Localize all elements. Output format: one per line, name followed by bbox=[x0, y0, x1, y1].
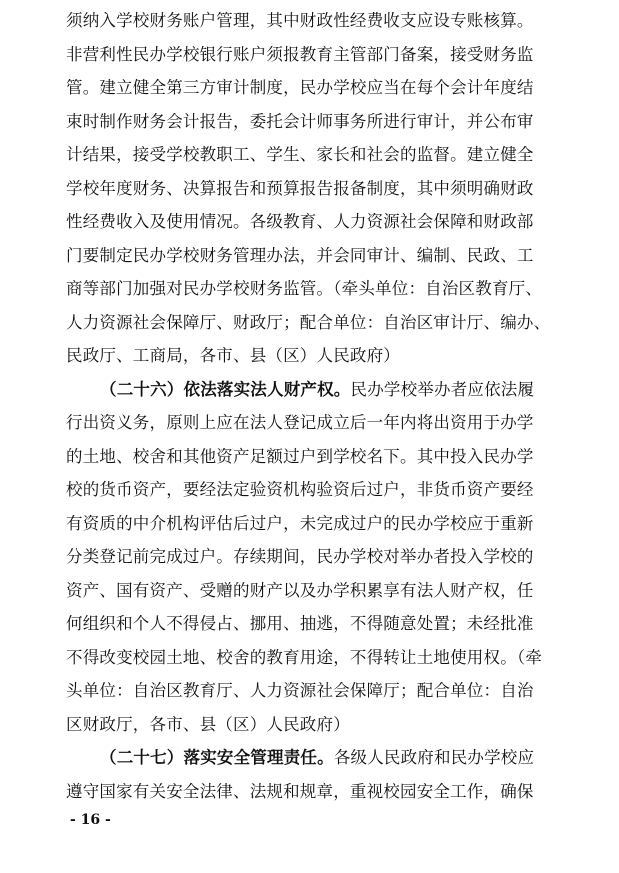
text-line: 人力资源社会保障厅、财政厅；配合单位：自治区审计厅、编办、 bbox=[66, 312, 551, 332]
paragraph-first-line bbox=[66, 741, 552, 775]
text-line: 校的货币资产，要经法定验资机构验资后过户，非货币资产要经 bbox=[66, 480, 534, 499]
text-line: 门要制定民办学校财务管理办法，并会同审计、编制、民政、工 bbox=[66, 245, 534, 265]
text-line: 资产、国有资产、受赠的财产以及办学积累享有法人财产权，任 bbox=[66, 580, 534, 600]
text-line: 的土地、校舍和其他资产足额过户到学校名下。其中投入民办学 bbox=[66, 446, 534, 466]
text-line: 区财政厅，各市、县（区）人民政府） bbox=[66, 714, 350, 734]
text-line: 行出资义务，原则上应在法人登记成立后一年内将出资用于办学 bbox=[66, 413, 534, 432]
paragraph-financial-supervision bbox=[66, 4, 552, 373]
text-line: 管。建立健全第三方审计制度，民办学校应当在每个会计年度结 bbox=[66, 78, 534, 97]
text-line: 非营利性民办学校银行账户须报教育主管部门备案，接受财务监 bbox=[66, 44, 534, 64]
text-line: 计结果，接受学校教职工、学生、家长和社会的监督。建立健全 bbox=[66, 145, 534, 164]
text-line: 分类登记前完成过户。存续期间，民办学校对举办者投入学校的 bbox=[66, 547, 534, 566]
text-line: 遵守国家有关安全法律、法规和规章，重视校园安全工作，确保 bbox=[66, 781, 534, 801]
section-heading: （二十六）依法落实法人财产权。 bbox=[100, 379, 351, 399]
page-number: - 16 - bbox=[70, 812, 111, 828]
paragraph-property-rights bbox=[66, 373, 552, 742]
paragraph-safety-management bbox=[66, 741, 552, 808]
text-run: 民办学校举办者应依法履 bbox=[350, 379, 535, 399]
text-line: 有资质的中介机构评估后过户，未完成过户的民办学校应于重新 bbox=[66, 513, 534, 533]
section-heading: （二十七）落实安全管理责任。 bbox=[100, 748, 334, 767]
text-line: 头单位：自治区教育厅、人力资源社会保障厅；配合单位：自治 bbox=[66, 681, 534, 700]
document-page bbox=[66, 4, 552, 808]
text-line: 学校年度财务、决算报告和预算报告报备制度，其中须明确财政 bbox=[66, 178, 534, 198]
text-line: 束时制作财务会计报告，委托会计师事务所进行审计，并公布审 bbox=[66, 111, 534, 131]
text-line: 须纳入学校财务账户管理，其中财政性经费收支应设专账核算。 bbox=[66, 11, 534, 30]
text-line: 性经费收入及使用情况。各级教育、人力资源社会保障和财政部 bbox=[66, 212, 534, 231]
text-line: 民政厅、工商局，各市、县（区）人民政府） bbox=[66, 346, 400, 365]
text-line: 商等部门加强对民办学校财务监管。（牵头单位：自治区教育厅、 bbox=[66, 279, 543, 298]
text-run: 各级人民政府和民办学校应 bbox=[333, 748, 535, 767]
text-line: 不得改变校园土地、校舍的教育用途，不得转让土地使用权。（牵 bbox=[66, 647, 543, 667]
paragraph-first-line bbox=[66, 373, 552, 407]
text-line: 何组织和个人不得侵占、挪用、抽逃，不得随意处置；未经批准 bbox=[66, 614, 534, 633]
